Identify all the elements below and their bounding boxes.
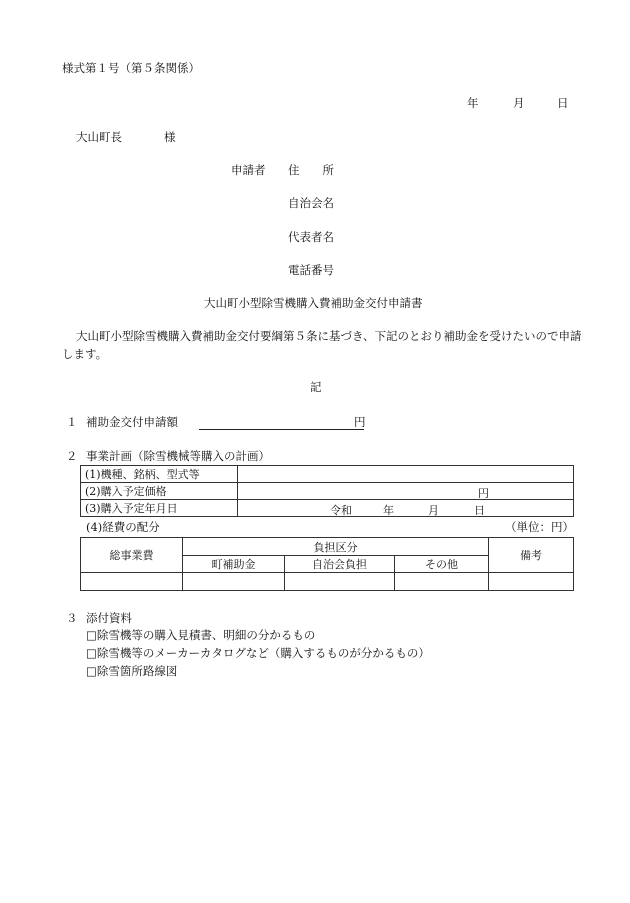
attachment-item: □除雪機等の購入見積書、明細の分かるもの — [86, 628, 316, 642]
plan-row-model-value — [238, 466, 574, 483]
addressee-honorific: 様 — [164, 130, 176, 144]
section1-label: 補助金交付申請額 — [86, 415, 178, 429]
document-title: 大山町小型除雪機購入費補助金交付申請書 — [204, 296, 423, 310]
date-year-label: 年 — [467, 96, 479, 110]
purchase-month-label: 月 — [428, 504, 439, 517]
body-text-line1: 大山町小型除雪機購入費補助金交付要綱第５条に基づき、下記のとおり補助金を受けたいので申請 — [76, 329, 582, 343]
section3-number: ３ — [66, 611, 78, 625]
date-era: 令和 — [330, 504, 352, 517]
cost-header-burden: 負担区分 — [183, 538, 489, 556]
cost-unit-label: （単位：円） — [505, 520, 574, 534]
cost-header-association: 自治会負担 — [285, 556, 395, 573]
cost-cell-total — [81, 573, 183, 591]
cost-table — [80, 537, 574, 591]
section1-number: １ — [66, 415, 78, 429]
date-month-label: 月 — [513, 96, 525, 110]
cost-cell-town — [183, 573, 285, 591]
cost-header-remarks: 備考 — [489, 538, 574, 573]
plan-row-date-value — [238, 500, 574, 517]
plan-table — [80, 465, 574, 517]
section1-unit: 円 — [354, 415, 366, 429]
cost-header-other: その他 — [395, 556, 489, 573]
applicant-phone-label: 電話番号 — [288, 263, 334, 277]
cost-cell-other — [395, 573, 489, 591]
section2-label: 事業計画（除雪機械等購入の計画） — [86, 449, 270, 463]
cost-allocation-label: (4)経費の配分 — [86, 520, 160, 534]
price-unit: 円 — [478, 487, 489, 500]
form-number: 様式第１号（第５条関係） — [62, 61, 200, 75]
applicant-label: 申請者 — [231, 163, 266, 177]
ki-heading: 記 — [310, 380, 322, 394]
cost-header-total: 総事業費 — [81, 538, 183, 573]
section2-number: ２ — [66, 449, 78, 463]
date-day-label: 日 — [557, 96, 569, 110]
plan-row-price-value — [238, 483, 574, 500]
attachment-item: □除雪箇所路線図 — [86, 664, 178, 678]
cost-cell-remarks — [489, 573, 574, 591]
purchase-year-label: 年 — [383, 504, 394, 517]
applicant-address-label: 住 所 — [288, 163, 334, 177]
cost-header-town: 町補助金 — [183, 556, 285, 573]
plan-row-price-label: (2)購入予定価格 — [81, 483, 238, 500]
plan-row-model-label: (1)機種、銘柄、型式等 — [81, 466, 238, 483]
purchase-day-label: 日 — [474, 504, 485, 517]
body-text-line2: します。 — [62, 347, 108, 361]
attachment-item: □除雪機等のメーカーカタログなど（購入するものが分かるもの） — [86, 646, 430, 660]
amount-underline — [199, 429, 364, 430]
addressee-name: 大山町長 — [76, 130, 122, 144]
applicant-representative-label: 代表者名 — [288, 230, 334, 244]
plan-row-date-label: (3)購入予定年月日 — [81, 500, 238, 517]
cost-cell-association — [285, 573, 395, 591]
applicant-association-label: 自治会名 — [288, 196, 334, 210]
section3-label: 添付資料 — [86, 611, 132, 625]
